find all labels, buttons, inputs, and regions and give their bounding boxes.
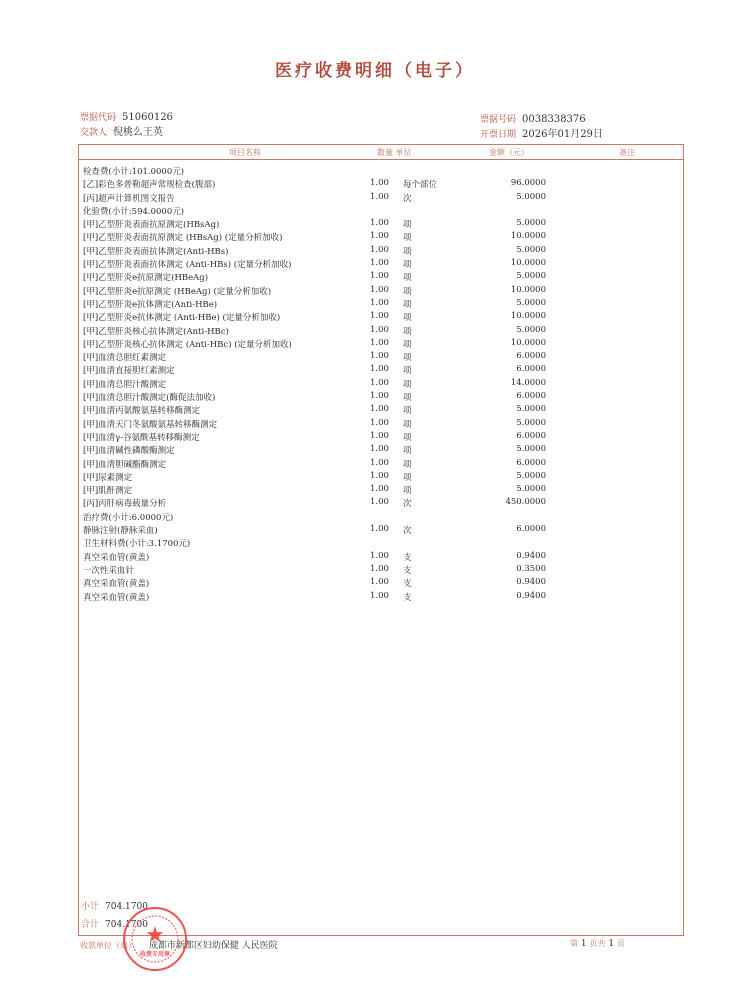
item-amount: 10.0000 [510, 284, 546, 295]
item-unit: 项 [403, 246, 412, 257]
star-icon: ★ [145, 923, 165, 948]
table-row [83, 418, 679, 431]
item-unit: 每个部位 [403, 180, 438, 191]
table-row [83, 364, 679, 377]
table-row [83, 444, 679, 457]
total-value: 704.1700 [105, 920, 148, 930]
column-remark: 备注 [619, 148, 635, 157]
item-name: 一次性采血针 [83, 565, 135, 576]
item-amount: 5.0000 [516, 244, 546, 255]
table-row [83, 178, 679, 191]
issuer-value: 成都市新都区妇幼保健 人民医院 [148, 941, 278, 951]
item-name: 卫生材料费(小计:3.1700元) [83, 539, 191, 550]
table-row [83, 351, 679, 364]
table-row [83, 577, 679, 590]
item-unit: 项 [403, 353, 412, 364]
item-unit: 次 [403, 193, 412, 204]
detail-table [78, 144, 684, 936]
item-qty: 1.00 [370, 178, 389, 189]
item-qty: 1.00 [370, 430, 389, 441]
subtotal-label: 小计 [81, 902, 100, 912]
item-qty: 1.00 [370, 258, 389, 269]
page-number: 1 [580, 939, 587, 949]
item-amount: 96.0000 [510, 178, 546, 189]
item-name: [甲]乙型肝炎核心抗体测定(Anti-HBc) [83, 326, 229, 337]
item-unit: 支 [403, 579, 412, 590]
item-qty: 1.00 [370, 590, 389, 601]
table-row [83, 218, 679, 231]
item-unit: 项 [403, 299, 412, 310]
table-row [83, 258, 679, 271]
item-unit: 项 [403, 379, 412, 390]
table-row [83, 338, 679, 351]
item-name: [甲]乙型肝炎e抗原测定(HBeAg) [83, 273, 209, 284]
column-name: 项目名称 [229, 148, 261, 157]
item-qty: 1.00 [370, 391, 389, 402]
item-unit: 支 [403, 565, 412, 576]
item-unit: 项 [403, 313, 412, 324]
item-name: [甲]血清总胆汁酸测定 [83, 379, 167, 390]
item-amount: 5.0000 [516, 484, 546, 495]
item-qty: 1.00 [370, 550, 389, 561]
item-unit: 项 [403, 220, 412, 231]
item-qty: 1.00 [370, 563, 389, 574]
bill-code-value: 51060126 [122, 112, 173, 123]
item-qty: 1.00 [370, 191, 389, 202]
item-amount: 5.0000 [516, 417, 546, 428]
table-row [83, 205, 679, 218]
item-unit: 项 [403, 286, 412, 297]
column-amount: 金额（元） [489, 148, 529, 157]
table-row [83, 165, 679, 178]
table-row [83, 458, 679, 471]
item-amount: 10.0000 [510, 337, 546, 348]
item-unit: 项 [403, 233, 412, 244]
table-row [83, 564, 679, 577]
item-qty: 1.00 [370, 311, 389, 322]
item-unit: 项 [403, 472, 412, 483]
payer [80, 123, 163, 138]
bill-number-value: 0038338376 [522, 114, 586, 125]
issue-date-label: 开票日期 [480, 130, 517, 140]
total-label: 合计 [81, 920, 100, 930]
item-qty: 1.00 [370, 284, 389, 295]
table-row [83, 471, 679, 484]
issue-date-value: 2026年01月29日 [522, 129, 603, 140]
item-unit: 项 [403, 366, 412, 377]
item-name: 治疗费(小计:6.0000元) [83, 512, 174, 523]
item-name: 检查费(小计:101.0000元) [83, 167, 185, 177]
table-row [83, 391, 679, 404]
item-qty: 1.00 [370, 524, 389, 535]
item-name: [甲]乙型肝炎表面抗原测定(HBsAg) [83, 220, 220, 231]
item-amount: 14.0000 [510, 377, 546, 388]
table-row [83, 484, 679, 497]
table-row [83, 591, 679, 604]
item-unit: 项 [403, 432, 412, 443]
item-amount: 6.0000 [516, 524, 546, 535]
item-amount: 10.0000 [510, 258, 546, 269]
item-qty: 1.00 [370, 324, 389, 335]
item-amount: 6.0000 [516, 391, 546, 402]
item-qty: 1.00 [370, 417, 389, 428]
bill-number [480, 112, 586, 125]
item-amount: 5.0000 [516, 324, 546, 335]
item-unit: 支 [403, 552, 412, 563]
item-name: [甲]血清碱性磷酸酶测定 [83, 446, 175, 457]
item-name: [甲]血清胆碱酯酶测定 [83, 459, 167, 470]
item-amount: 0.9400 [516, 577, 546, 588]
bill-code [80, 110, 173, 123]
item-qty: 1.00 [370, 497, 389, 508]
item-qty: 1.00 [370, 444, 389, 455]
item-unit: 项 [403, 419, 412, 430]
item-name: [甲]乙型肝炎表面抗体测定(Anti-HBs) [83, 246, 229, 257]
item-amount: 0.3500 [516, 563, 546, 574]
page-total: 1 [608, 939, 615, 949]
table-row [83, 298, 679, 311]
item-amount: 5.0000 [516, 404, 546, 415]
item-qty: 1.00 [370, 484, 389, 495]
item-qty: 1.00 [370, 577, 389, 588]
item-unit: 次 [403, 499, 412, 510]
item-qty: 1.00 [370, 364, 389, 375]
item-amount: 10.0000 [510, 231, 546, 242]
table-row [83, 192, 679, 205]
table-row [83, 551, 679, 564]
item-qty: 1.00 [370, 404, 389, 415]
table-row [83, 524, 679, 537]
item-unit: 项 [403, 393, 412, 404]
item-amount: 5.0000 [516, 297, 546, 308]
item-qty: 1.00 [370, 271, 389, 282]
item-name: [甲]血清总胆汁酸测定(酶促法加收) [83, 393, 216, 404]
table-row [83, 285, 679, 298]
item-amount: 0.9400 [516, 590, 546, 601]
item-name: [甲]血清γ-谷氨酰基转移酶测定 [83, 432, 200, 443]
item-name: 真空采血管(黄盖) [83, 592, 150, 603]
table-row [83, 511, 679, 524]
table-row [83, 537, 679, 550]
table-row [83, 271, 679, 284]
table-row [83, 325, 679, 338]
issue-date [480, 125, 603, 140]
item-amount: 6.0000 [516, 351, 546, 362]
item-qty: 1.00 [370, 218, 389, 229]
item-qty: 1.00 [370, 231, 389, 242]
item-name: [甲]乙型肝炎e抗体测定 (Anti-HBe) (定量分析加收) [83, 313, 281, 324]
item-name: [甲]血清直接胆红素测定 [83, 366, 175, 377]
page-indicator [570, 938, 625, 949]
issuer-label: 收款单位（章） [80, 941, 136, 950]
item-unit: 项 [403, 406, 412, 417]
payer-value: 倪桃么王英 [113, 127, 164, 138]
table-body [83, 165, 679, 604]
table-row [83, 311, 679, 324]
item-unit: 项 [403, 459, 412, 470]
item-unit: 项 [403, 486, 412, 497]
subtotal-value: 704.1700 [105, 902, 148, 912]
item-amount: 5.0000 [516, 271, 546, 282]
payer-label: 交款人 [80, 128, 108, 138]
item-amount: 450.0000 [505, 497, 546, 508]
seal-text: 收费专用章 [139, 951, 170, 958]
item-amount: 6.0000 [516, 457, 546, 468]
bill-code-label: 票据代码 [80, 113, 117, 123]
table-header [79, 145, 683, 160]
page-label-3: 页 [616, 939, 625, 948]
item-qty: 1.00 [370, 337, 389, 348]
item-unit: 支 [403, 592, 412, 603]
item-name: [丙]超声计算机图文报告 [83, 193, 175, 204]
item-unit: 项 [403, 339, 412, 350]
official-seal [123, 907, 187, 971]
item-name: [甲]乙型肝炎表面抗原测定 (HBsAg) (定量分析加收) [83, 233, 283, 244]
table-row [83, 404, 679, 417]
document-title: 医疗收费明细（电子） [275, 61, 475, 81]
bill-number-label: 票据号码 [480, 115, 517, 125]
item-name: [甲]乙型肝炎e抗原测定 (HBeAg) (定量分析加收) [83, 286, 272, 297]
item-name: [甲]血清天门冬氨酸氨基转移酶测定 [83, 419, 218, 430]
page-label-2: 页共 [589, 939, 606, 948]
item-name: 静脉注射(静脉采血) [83, 526, 158, 537]
item-amount: 6.0000 [516, 430, 546, 441]
item-qty: 1.00 [370, 351, 389, 362]
table-row [83, 497, 679, 510]
item-name: [甲]血清丙氨酸氨基转移酶测定 [83, 406, 201, 417]
item-qty: 1.00 [370, 244, 389, 255]
item-amount: 10.0000 [510, 311, 546, 322]
item-amount: 0.9400 [516, 550, 546, 561]
item-name: [甲]乙型肝炎核心抗体测定 (Anti-HBc) (定量分析加收) [83, 339, 292, 350]
item-amount: 6.0000 [516, 364, 546, 375]
item-unit: 次 [403, 526, 412, 537]
item-name: [甲]乙型肝炎表面抗体测定 (Anti-HBs) (定量分析加收) [83, 260, 292, 271]
item-amount: 5.0000 [516, 191, 546, 202]
item-name: [甲]肌酐测定 [83, 486, 133, 497]
item-amount: 5.0000 [516, 470, 546, 481]
table-row [83, 431, 679, 444]
item-name: 真空采血管(黄盖) [83, 552, 150, 563]
table-row [83, 231, 679, 244]
item-amount: 5.0000 [516, 444, 546, 455]
item-qty: 1.00 [370, 377, 389, 388]
item-unit: 项 [403, 446, 412, 457]
item-qty: 1.00 [370, 470, 389, 481]
item-name: [乙]彩色多普勒超声常规检查(腹部) [83, 180, 216, 191]
item-name: 化验费(小计:594.0000元) [83, 206, 185, 217]
item-name: [丙]丙肝病毒载量分析 [83, 499, 167, 510]
item-name: [甲]尿素测定 [83, 472, 133, 483]
item-qty: 1.00 [370, 297, 389, 308]
item-unit: 项 [403, 326, 412, 337]
item-qty: 1.00 [370, 457, 389, 468]
table-row [83, 245, 679, 258]
item-amount: 5.0000 [516, 218, 546, 229]
column-qty-unit: 数量 单位 [377, 148, 412, 157]
page-label-1: 第 [570, 939, 578, 948]
item-unit: 项 [403, 260, 412, 271]
table-row [83, 378, 679, 391]
item-name: 真空采血管(黄盖) [83, 579, 150, 590]
item-unit: 项 [403, 273, 412, 284]
item-name: [甲]乙型肝炎e抗体测定(Anti-HBe) [83, 299, 218, 310]
item-name: [甲]血清总胆红素测定 [83, 353, 167, 364]
